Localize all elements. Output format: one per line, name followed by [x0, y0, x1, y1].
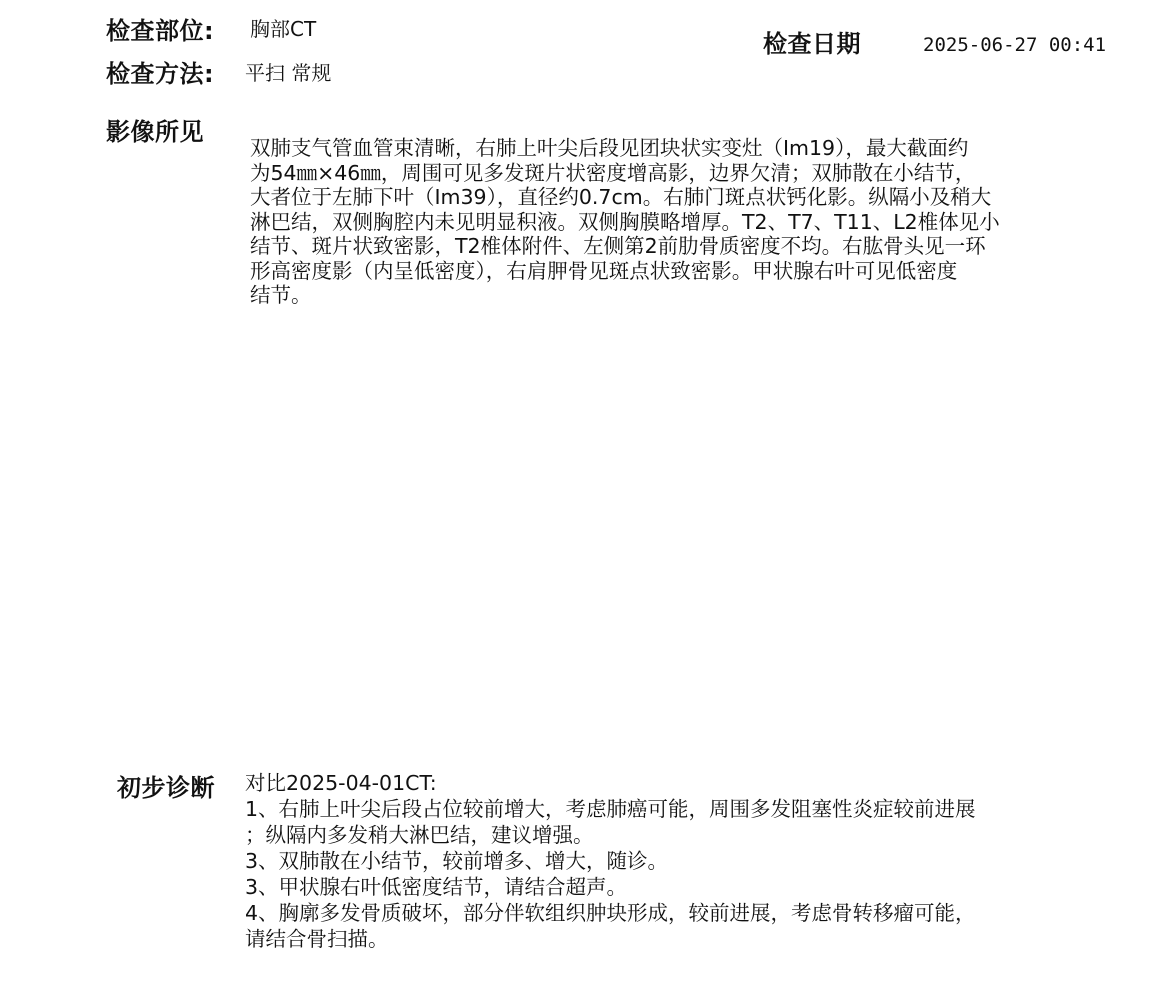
diagnosis-label: 初步诊断	[117, 774, 215, 802]
diagnosis-line: ；纵隔内多发稍大淋巴结，建议增强。	[245, 823, 594, 847]
findings-line: 大者位于左肺下叶（Im39），直径约0.7cm。右肺门斑点状钙化影。纵隔小及稍大	[250, 185, 992, 209]
findings-text	[250, 136, 1100, 308]
findings-line: 形高密度影（内呈低密度），右肩胛骨见斑点状致密影。甲状腺右叶可见低密度	[250, 258, 958, 283]
findings-line: 结节。	[250, 283, 312, 307]
diagnosis-text	[245, 770, 1125, 952]
diagnosis-line: 3、甲状腺右叶低密度结节，请结合超声。	[245, 875, 628, 899]
exam-date-value: 2025-06-27 00:41	[923, 34, 1107, 56]
exam-method-value: 平扫 常规	[245, 61, 332, 85]
findings-label: 影像所见	[106, 118, 204, 146]
findings-line: 双肺支气管血管束清晰，右肺上叶尖后段见团块状实变灶（Im19），最大截面约	[250, 136, 969, 160]
diagnosis-line: 3、双肺散在小结节，较前增多、增大，随诊。	[245, 849, 669, 873]
findings-line: 为54㎜×46㎜，周围可见多发斑片状密度增高影，边界欠清；双肺散在小结节，	[250, 160, 976, 185]
diagnosis-line: 请结合骨扫描。	[245, 927, 389, 951]
exam-method-label: 检查方法:	[106, 60, 215, 88]
exam-site-label: 检查部位:	[106, 17, 215, 45]
diagnosis-line: 对比2025-04-01CT:	[245, 771, 437, 795]
diagnosis-line: 1、右肺上叶尖后段占位较前增大，考虑肺癌可能，周围多发阻塞性炎症较前进展	[245, 797, 976, 821]
exam-site-value: 胸部CT	[250, 17, 317, 41]
findings-line: 结节、斑片状致密影，T2椎体附件、左侧第2前肋骨质密度不均。右肱骨头见一环	[250, 234, 986, 258]
diagnosis-line: 4、胸廓多发骨质破坏，部分伴软组织肿块形成，较前进展，考虑骨转移瘤可能，	[245, 901, 976, 925]
exam-date-label: 检查日期	[763, 30, 861, 58]
findings-line: 淋巴结，双侧胸腔内未见明显积液。双侧胸膜略增厚。T2、T7、T11、L2椎体见小	[250, 209, 1000, 234]
